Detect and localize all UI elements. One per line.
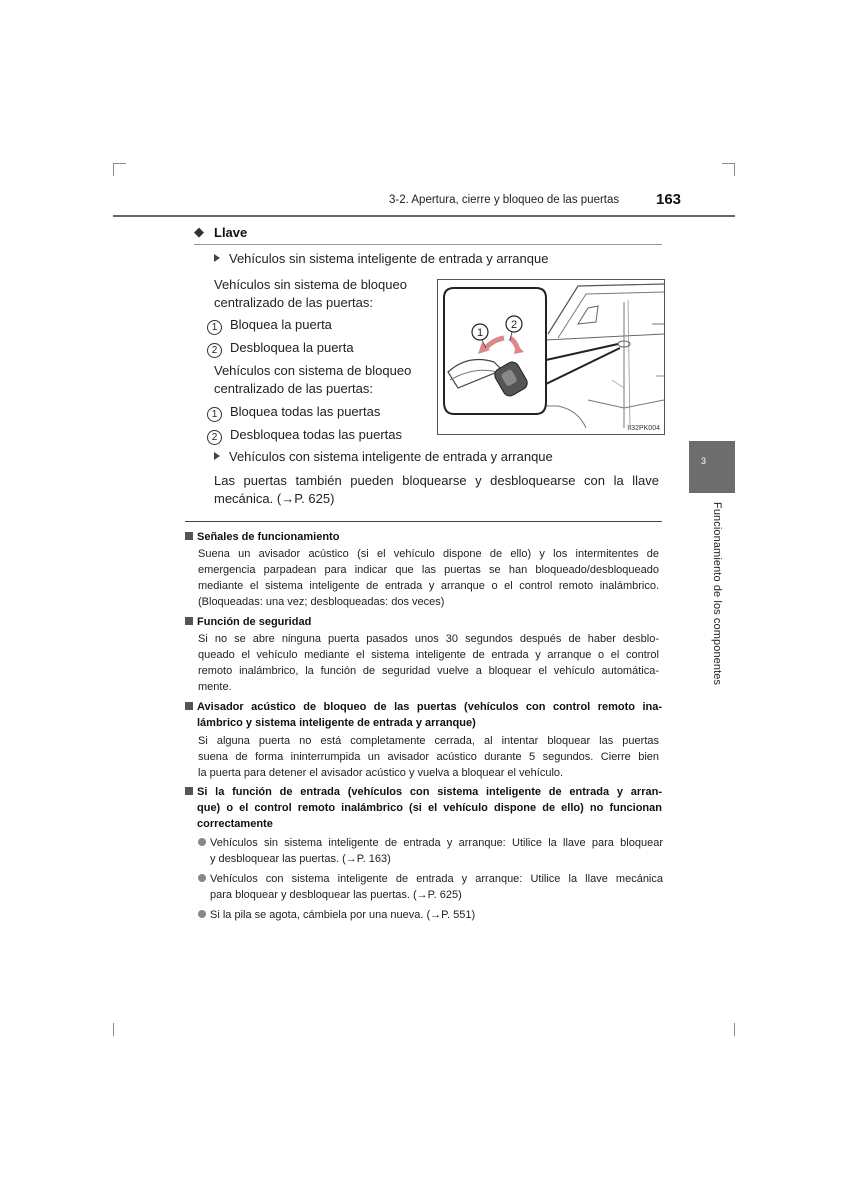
header-rule [113,215,735,217]
diamond-icon: ◆ [194,224,204,239]
number-2-icon: 2 [207,430,222,445]
note-text-operation-signals: Suena un avisador acústico (si el vehículo dispone de ello) y los intermitentes de emergencia parpadean para indicar que las puertas se han bloqueado/desbloqueado mediante el sistema inteligente de entrada y arranque o el control remoto inalámbrico. (Bloqueadas: una vez; desbloqueadas: dos veces) [198,548,659,608]
notes-separator [185,521,662,522]
chapter-number: 3 [701,456,707,466]
crop-mark-bottom-right [734,1023,735,1036]
note-text-door-lock-buzzer: Si alguna puerta no está completamente cerrada, al intentar bloquear las puertas suena de forma ininterrumpida un avisador acústico durante 5 segundos. Cierre bien la puerta para detener el avisador acústico y vuelva a bloquear el vehículo. [198,735,659,779]
square-bullet-icon [185,617,193,625]
round-bullet-icon [198,910,206,918]
square-bullet-icon [185,532,193,540]
key-lock-illustration [437,279,665,435]
note-heading-entry-malfunction: Si la función de entrada (vehículos con sistema inteligente de entrada y arran- que) o el control remoto inalámbrico (si el vehículo dispone de ello) no funcionan correctamente [185,784,662,832]
subheading-no-smart-entry: Vehículos sin sistema inteligente de entrada y arranque [214,251,548,266]
crop-mark-top-right-h [722,163,735,164]
crop-mark-top-left-h [113,163,126,164]
note-heading-door-lock-buzzer: Avisador acústico de bloqueo de las puertas (vehículos con control remoto ina- lámbrico y sistema inteligente de entrada y arranque) [185,699,662,731]
note-heading-security-function: Función de seguridad [185,614,662,630]
round-bullet-icon [198,838,206,846]
mechanical-key-note: Las puertas también pueden bloquearse y desbloquearse con la llave mecánica. (→P. 625) [214,473,659,506]
step-lock-all-doors: 1 Bloquea todas las puertas [207,404,380,422]
section-heading-key [194,224,662,245]
figure-label-1: 1 [476,327,484,339]
step-unlock-door: 2 Desbloquea la puerta [207,340,354,358]
note-heading-operation-signals: Señales de funcionamiento [185,529,662,545]
step-lock-door: 1 Bloquea la puerta [207,317,332,335]
central-locking-label: Vehículos con sistema de bloqueo centralizado de las puertas: [214,363,412,396]
no-central-locking-label: Vehículos sin sistema de bloqueo centralizado de las puertas: [214,277,407,310]
bullet-smart-entry: Vehículos con sistema inteligente de entrada y arranque: Utilice la llave mecánica para bloquear y desbloquear las puertas. (→P. 625) [198,871,663,903]
number-1-icon: 1 [207,320,222,335]
number-2-icon: 2 [207,343,222,358]
crop-mark-top-right-v [734,163,735,176]
section-title: Llave [214,225,248,240]
number-1-icon: 1 [207,407,222,422]
chapter-tab [689,441,735,493]
car-door-key-drawing [438,280,664,434]
note-text-security-function: Si no se abre ninguna puerta pasados unos 30 segundos después de haber desblo- queado el vehículo mediante el sistema inteligente de entrada y arranque o el control remoto inalámbrico, la función de seguridad vuelve a bloquear el vehículo automática- mente. [198,633,659,693]
square-bullet-icon [185,702,193,710]
triangle-bullet-icon [214,452,220,460]
triangle-bullet-icon [214,254,220,262]
crop-mark-top-left-v [113,163,114,176]
round-bullet-icon [198,874,206,882]
page-number: 163 [656,191,682,208]
figure-label-2: 2 [510,319,518,331]
subheading-smart-entry: Vehículos con sistema inteligente de entrada y arranque [214,449,553,464]
crop-mark-bottom-left [113,1023,114,1036]
step-unlock-all-doors: 2 Desbloquea todas las puertas [207,427,402,445]
running-header-section: 3-2. Apertura, cierre y bloqueo de las puertas [389,194,620,206]
bullet-battery: Si la pila se agota, cámbiela por una nueva. (→P. 551) [198,907,663,923]
square-bullet-icon [185,787,193,795]
bullet-no-smart-entry: Vehículos sin sistema inteligente de entrada y arranque: Utilice la llave para bloquear y desbloquear las puertas. (→P. 163) [198,835,663,867]
figure-code: II32PK004 [627,425,660,432]
chapter-label: Funcionamiento de los componentes [711,502,723,686]
